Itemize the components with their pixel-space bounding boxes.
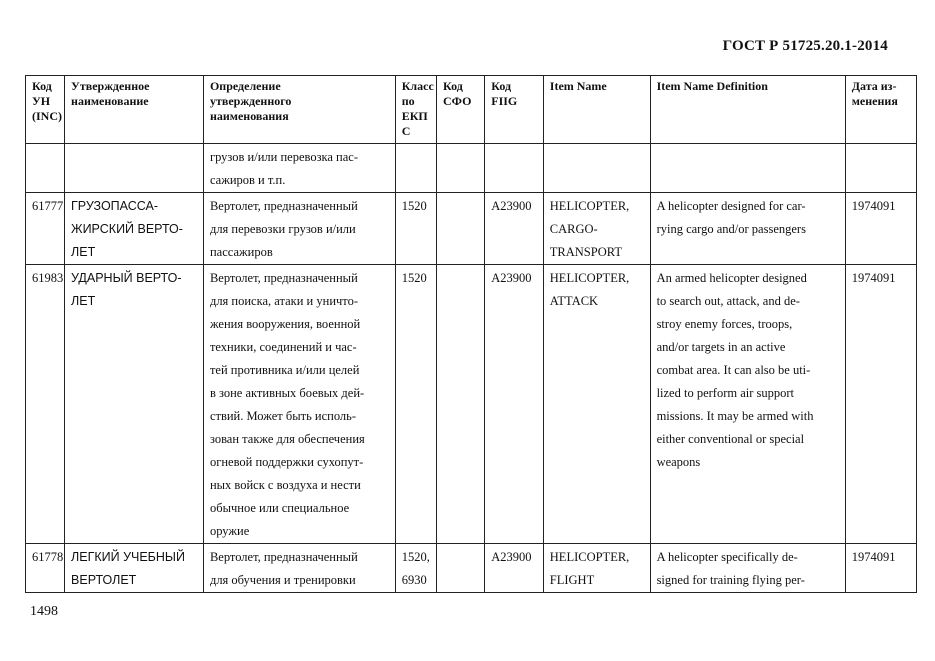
cell-item-definition: A helicopter specifically de- signed for training flying per- [650,544,845,593]
cell-definition: Вертолет, предназначенный для обучения и тренировки [203,544,395,593]
table-row [26,193,917,265]
table-row [26,544,917,593]
table-row [26,265,917,544]
cell-code [26,144,65,193]
cell-fiig [485,144,544,193]
cell-item-definition [650,144,845,193]
cell-definition: грузов и/или перевозка пас- сажиров и т.п. [203,144,395,193]
cell-item-name: HELICOPTER, FLIGHT [543,544,650,593]
column-header-change-date: Дата из- менения [845,76,916,144]
cell-sfo [437,544,485,593]
column-header-item-name: Item Name [543,76,650,144]
cell-item-name: HELICOPTER, CARGO- TRANSPORT [543,193,650,265]
cell-name: ЛЕГКИЙ УЧЕБНЫЙ ВЕРТОЛЕТ [65,544,204,593]
page-number: 1498 [30,604,58,619]
column-header-class: Класс по ЕКП С [395,76,436,144]
cell-definition: Вертолет, предназначенный для поиска, атаки и уничто- жения вооружения, военной техники, соединений и час- тей противника и/или целей в зоне активных боевых дей- ствий. Может быть исполь- зован также для обеспечения огневой поддержки сухопут- ных войск с воздуха и нести обычное или специальное оружие [203,265,395,544]
cell-name [65,144,204,193]
column-header-item-definition: Item Name Definition [650,76,845,144]
nomenclature-table [25,75,917,593]
cell-item-definition: A helicopter designed for car- rying cargo and/or passengers [650,193,845,265]
column-header-definition: Определение утвержденного наименования [203,76,395,144]
cell-item-definition: An armed helicopter designed to search out, attack, and de- stroy enemy forces, troops, and/or targets in an active combat area. It can also be uti- lized to perform air support missions. It may be armed with either conventional or special weapons [650,265,845,544]
cell-date: 1974091 [845,544,916,593]
table-row [26,144,917,193]
cell-sfo [437,265,485,544]
cell-date: 1974091 [845,193,916,265]
cell-fiig: A23900 [485,544,544,593]
cell-name: ГРУЗОПАССА- ЖИРСКИЙ ВЕРТО- ЛЕТ [65,193,204,265]
document-title: ГОСТ Р 51725.20.1-2014 [722,38,888,54]
cell-date [845,144,916,193]
cell-class: 1520, 6930 [395,544,436,593]
cell-code: 61777 [26,193,65,265]
cell-sfo [437,144,485,193]
cell-class: 1520 [395,265,436,544]
cell-class: 1520 [395,193,436,265]
cell-definition: Вертолет, предназначенный для перевозки грузов и/или пассажиров [203,193,395,265]
cell-class [395,144,436,193]
cell-sfo [437,193,485,265]
column-header-sfo: Код СФО [437,76,485,144]
cell-code: 61983 [26,265,65,544]
cell-fiig: A23900 [485,265,544,544]
cell-item-name: HELICOPTER, ATTACK [543,265,650,544]
cell-item-name [543,144,650,193]
cell-name: УДАРНЫЙ ВЕРТО- ЛЕТ [65,265,204,544]
column-header-code: Код УН (INC) [26,76,65,144]
column-header-fiig: Код FIIG [485,76,544,144]
table-header-row [26,76,917,144]
cell-code: 61778 [26,544,65,593]
cell-date: 1974091 [845,265,916,544]
cell-fiig: A23900 [485,193,544,265]
column-header-approved-name: Утвержденное наименование [65,76,204,144]
